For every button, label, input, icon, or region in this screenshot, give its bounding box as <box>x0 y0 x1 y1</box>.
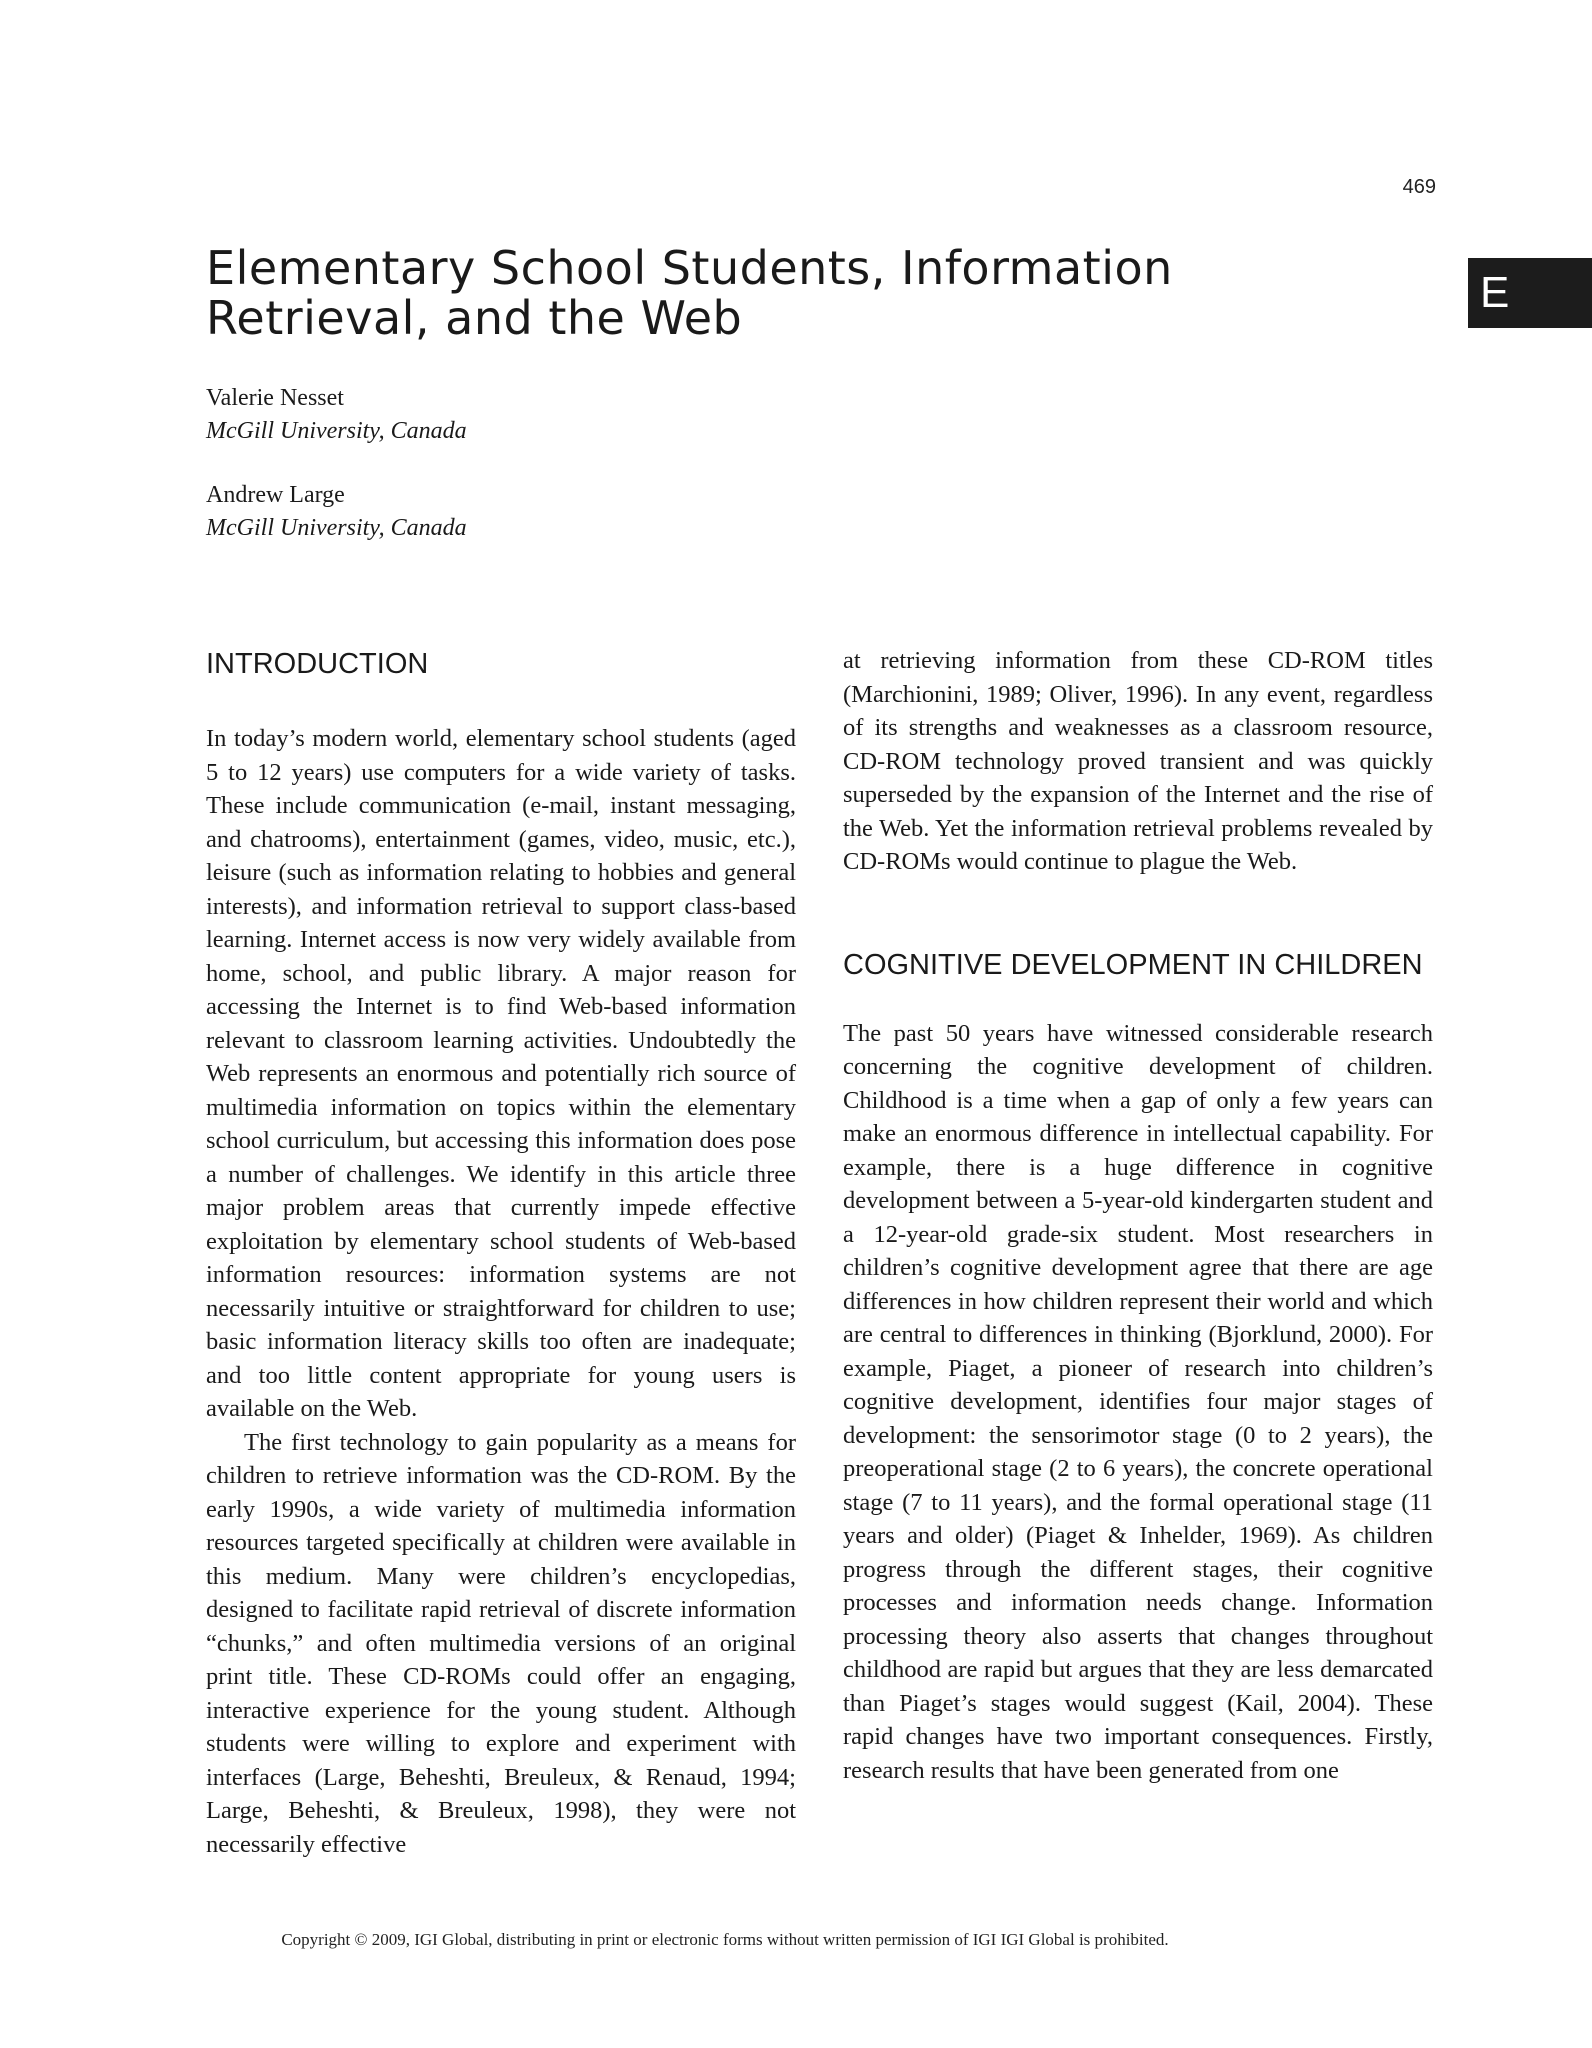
author-name: Valerie Nesset <box>206 385 344 411</box>
author-list <box>206 382 906 576</box>
body-paragraph: In today’s modern world, elementary school students (aged 5 to 12 years) use computers for a wide variety of tasks. These include communication (e-mail, instant messaging, and chatrooms), entertainment (games, video, music, etc.), leisure (such as information relating to hobbies and general interests), and information retrieval to support class-based learning. Internet access is now very widely available from home, school, and public library. A major reason for accessing the Internet is to find Web-based information relevant to classroom learning activities. Undoubtedly the Web represents an enormous and potentially rich source of multimedia information on topics within the elementary school curriculum, but accessing this information does pose a number of challenges. We identify in this article three major problem areas that currently impede effective exploitation by elementary school students of Web-based information resources: information systems are not necessarily intuitive or straightforward for children to use; basic information literacy skills too often are inadequate; and too little content appropriate for young users is available on the Web. <box>206 725 796 1422</box>
section-heading-cognitive-development: COGNITIVE DEVELOPMENT IN CHILDREN <box>843 948 1423 981</box>
right-column <box>843 644 1433 1787</box>
section-heading-introduction: INTRODUCTION <box>206 648 429 680</box>
body-paragraph: The past 50 years have witnessed considerable research concerning the cognitive development of children. Childhood is a time when a gap of only a few years can make an enormous difference in intellectual capability. For example, there is a huge difference in cognitive development between a 5-year-old kindergarten student and a 12-year-old grade-six student. Most researchers in children’s cognitive development agree that there are age differences in how children represent their world and which are central to differences in thinking (Bjorklund, 2000). For example, Piaget, a pioneer of research into children’s cognitive development, identifies four major stages of development: the sensorimotor stage (0 to 2 years), the preoperational stage (2 to 6 years), the concrete operational stage (7 to 11 years), and the formal operational stage (11 years and older) (Piaget & Inhelder, 1969). As children progress through the different stages, their cognitive processes and information needs change. Information processing theory also asserts that changes throughout childhood are rapid but argues that they are less demarcated than Piaget’s stages would suggest (Kail, 2004). These rapid changes have two important consequences. Firstly, research results that have been generated from one <box>843 1019 1433 1784</box>
page-number: 469 <box>1402 176 1436 198</box>
body-paragraph-continuation: at retrieving information from these CD-ROM titles (Marchionini, 1989; Oliver, 1996). In any event, regardless of its strengths and weaknesses as a classroom resource, CD-ROM technology proved transient and was quickly superseded by the expansion of the Internet and the rise of the Web. Yet the information retrieval problems revealed by CD-ROMs would continue to plague the Web. <box>843 647 1433 875</box>
author-block <box>206 382 906 448</box>
author-affiliation: McGill University, Canada <box>206 418 467 444</box>
author-name: Andrew Large <box>206 482 345 508</box>
author-affiliation: McGill University, Canada <box>206 515 467 541</box>
article-title: Elementary School Students, Information Retrieval, and the Web <box>206 241 1173 345</box>
left-column <box>206 644 796 1861</box>
copyright-footer: Copyright © 2009, IGI Global, distributing in print or electronic forms without written permission of IGI IGI Global is prohibited. <box>281 1930 1169 1949</box>
author-block <box>206 479 906 545</box>
section-letter-tab: E <box>1468 258 1592 328</box>
body-paragraph: The first technology to gain popularity as a means for children to retrieve information was the CD-ROM. By the early 1990s, a wide variety of multimedia information resources targeted specifically at children were available in this medium. Many were children’s encyclopedias, designed to facilitate rapid retrieval of discrete information “chunks,” and often multimedia versions of an original print title. These CD-ROMs could offer an engaging, interactive experience for the young student. Although students were willing to explore and experiment with interfaces (Large, Beheshti, Breuleux, & Renaud, 1994; Large, Beheshti, & Breuleux, 1998), they were not necessarily effective <box>206 1428 796 1858</box>
